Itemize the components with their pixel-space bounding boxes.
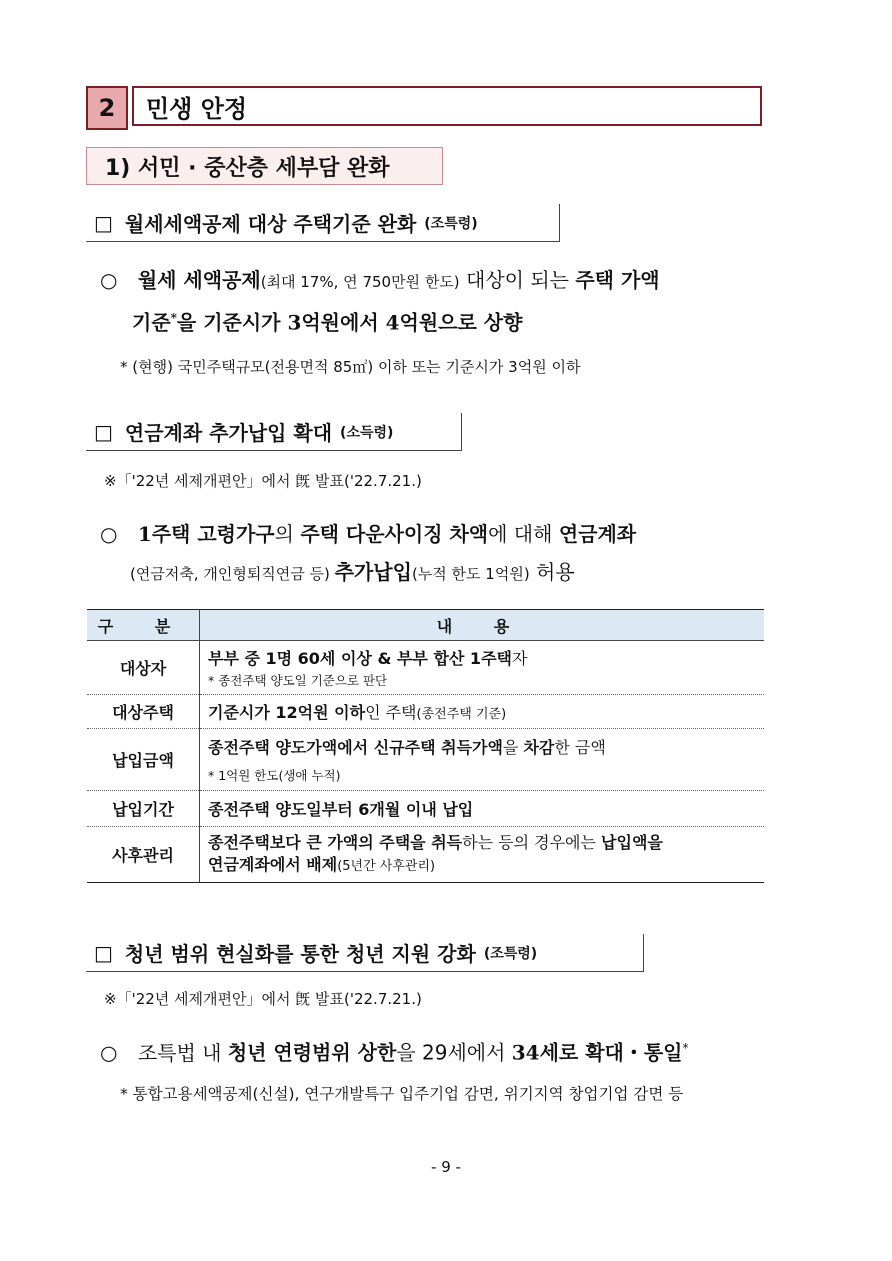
topic2-l2d: 허용 — [529, 560, 575, 584]
topic2-l1d: 에 대해 — [488, 522, 559, 546]
page-number: - 9 - — [431, 1158, 461, 1176]
pension-table — [87, 609, 764, 883]
table-row — [87, 791, 764, 827]
topic2-l1b: 의 — [274, 522, 301, 546]
table-row-content — [200, 641, 765, 695]
table-row-content — [200, 729, 765, 791]
table-row-key: 대상주택 — [87, 695, 200, 729]
topic3-title: 청년 범위 현실화를 통한 청년 지원 강화 — [124, 942, 476, 966]
row3-bold: 종전주택 양도일부터 6개월 이내 납입 — [208, 800, 474, 819]
topic1-l2-star: * — [170, 311, 177, 325]
row2-rest2: 한 금액 — [554, 738, 606, 757]
row2-rest: 을 — [502, 738, 524, 757]
topic1-l1a: 월세 세액공제 — [137, 268, 261, 292]
topic2-bullet-line1 — [100, 520, 636, 548]
topic2-title: 연금계좌 추가납입 확대 — [124, 421, 333, 445]
topic3-ref: ※「'22년 세제개편안」에서 旣 발표('22.7.21.) — [104, 990, 422, 1008]
topic2-l1a: 1주택 고령가구 — [137, 522, 275, 546]
subsection-title: 1) 서민 · 중산층 세부담 완화 — [86, 147, 443, 185]
topic1-tag: (조특령) — [424, 215, 478, 232]
topic3-l1d: 34세로 확대・통일 — [511, 1040, 683, 1065]
topic3-header — [86, 934, 644, 972]
row1-small: (종전주택 기준) — [416, 707, 507, 722]
row0-bold: 부부 중 1명 60세 이상 & 부부 합산 1주택 — [208, 649, 512, 668]
topic1-bullet-line1 — [100, 266, 660, 296]
topic1-note: * (현행) 국민주택규모(전용면적 85㎡) 이하 또는 기준시가 3억원 이하 — [120, 358, 581, 376]
table-header-content: 내 용 — [200, 610, 765, 641]
circle-bullet-icon: ○ — [100, 522, 118, 546]
topic1-header — [86, 204, 560, 242]
topic2-l2b: 추가납입 — [334, 560, 412, 584]
topic2-tag: (소득령) — [340, 424, 394, 441]
circle-bullet-icon: ○ — [100, 268, 118, 292]
topic2-l1c: 주택 다운사이징 차액 — [300, 522, 489, 546]
topic3-l1-star: * — [682, 1041, 689, 1055]
table-row-content — [200, 791, 765, 827]
checkbox-square-icon: □ — [94, 210, 113, 235]
row4-l1-rest: 하는 등의 경우에는 — [462, 832, 602, 852]
topic1-bullet-line2 — [132, 304, 522, 337]
table-row — [87, 695, 764, 729]
topic3-l1c: 을 29세에서 — [396, 1040, 512, 1065]
topic3-note: * 통합고용세액공제(신설), 연구개발특구 입주기업 감면, 위기지역 창업기업 감면 등 — [120, 1085, 684, 1103]
topic1-l1c: 대상이 되는 — [459, 268, 576, 292]
topic2-l2a: (연금저축, 개인형퇴직연금 등) — [130, 565, 335, 583]
section-title: 민생 안정 — [132, 86, 762, 126]
topic2-bullet-line2 — [130, 558, 575, 588]
topic2-ref: ※「'22년 세제개편안」에서 旣 발표('22.7.21.) — [104, 472, 422, 490]
topic1-l2a: 기준 — [132, 310, 171, 335]
topic3-l1b: 청년 연령범위 상한 — [227, 1040, 397, 1065]
table-row-key: 대상자 — [87, 641, 200, 695]
row4-l1-bold2: 납입액을 — [601, 832, 663, 852]
topic2-header — [86, 413, 462, 451]
topic3-bullet-line1 — [100, 1034, 688, 1067]
checkbox-square-icon: □ — [94, 940, 113, 965]
row2-sub: * 1억원 한도(생애 누적) — [208, 768, 341, 783]
row2-bold: 종전주택 양도가액에서 신규주택 취득가액 — [208, 738, 503, 757]
row2-bold2: 차감 — [523, 738, 555, 757]
topic1-title: 월세세액공제 대상 주택기준 완화 — [124, 212, 417, 236]
table-row-key: 납입기간 — [87, 791, 200, 827]
topic1-l1d: 주택 가액 — [575, 268, 660, 292]
row0-rest: 자 — [511, 649, 528, 668]
table-row-key: 납입금액 — [87, 729, 200, 791]
table-row — [87, 827, 764, 883]
topic2-l2c: (누적 한도 1억원) — [411, 565, 530, 583]
topic1-l1b: (최대 17%, 연 750만원 한도) — [260, 273, 460, 291]
row0-sub: * 종전주택 양도일 기준으로 판단 — [208, 673, 388, 688]
table-header-row — [87, 610, 764, 641]
table-row — [87, 641, 764, 695]
topic3-tag: (조특령) — [483, 945, 538, 962]
row1-bold: 기준시가 12억원 이하 — [208, 703, 366, 722]
circle-bullet-icon: ○ — [100, 1040, 118, 1065]
checkbox-square-icon: □ — [94, 419, 113, 444]
table-header-category: 구 분 — [87, 610, 200, 641]
row1-rest: 인 주택 — [365, 703, 417, 722]
topic2-l1e: 연금계좌 — [558, 522, 637, 546]
topic1-l2b: 을 기준시가 3억원에서 4억원으로 상향 — [176, 310, 523, 335]
row4-l1-bold: 종전주택보다 큰 가액의 주택을 취득 — [208, 832, 463, 852]
table-row — [87, 729, 764, 791]
table-row-key: 사후관리 — [87, 827, 200, 883]
topic3-l1a: 조특법 내 — [137, 1040, 228, 1065]
table-row-content — [200, 827, 765, 883]
section-number: 2 — [86, 86, 128, 130]
table-row-content — [200, 695, 765, 729]
row4-l2-small: (5년간 사후관리) — [337, 858, 436, 874]
row4-l2-bold: 연금계좌에서 배제 — [208, 854, 338, 874]
